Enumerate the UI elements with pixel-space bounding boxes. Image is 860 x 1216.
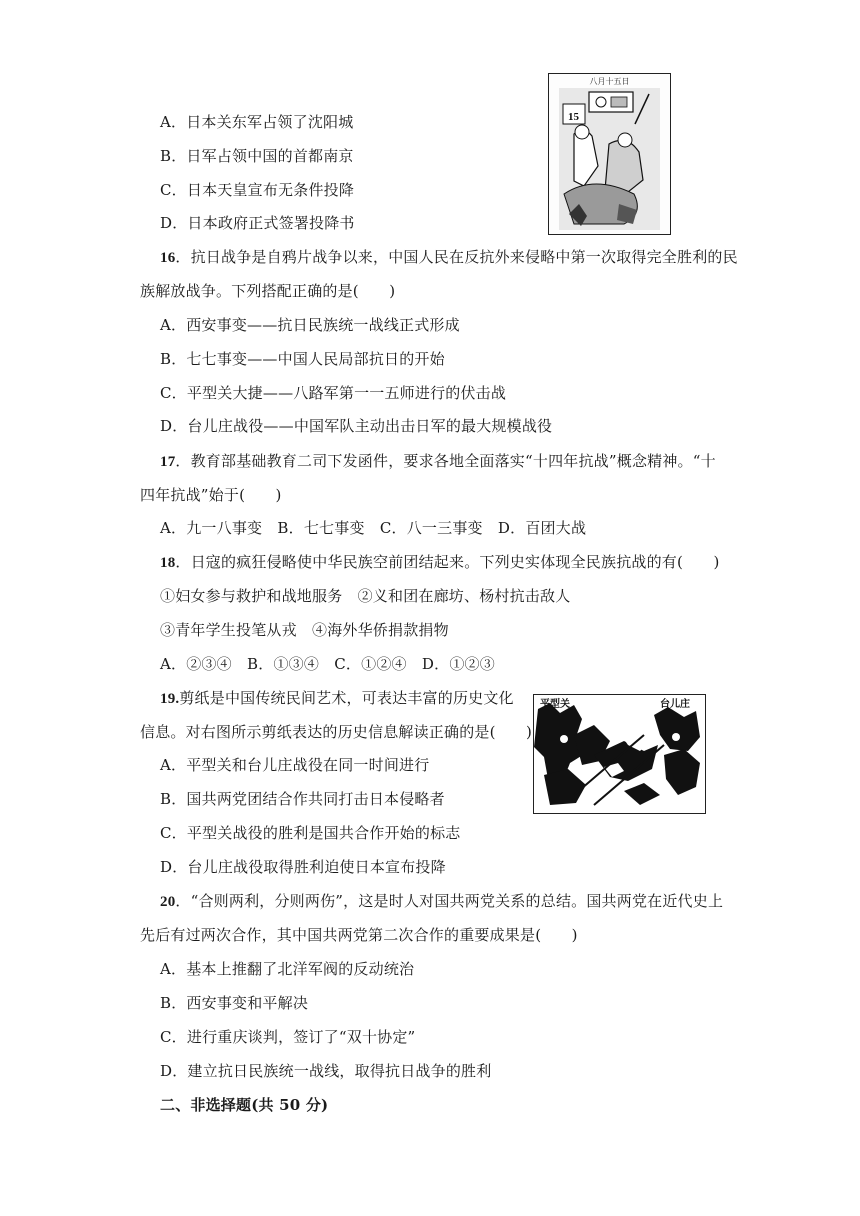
q19-option-a: A．平型关和台儿庄战役在同一时间进行 [160, 756, 430, 774]
papercut-label-left: 平型关 [540, 699, 570, 710]
q17-stem-line2: 四年抗战”始于( ) [140, 486, 282, 504]
q20-stem-line2: 先后有过两次合作，其中国共两党第二次合作的重要成果是( ) [140, 926, 578, 944]
q20-option-d: D．建立抗日民族统一战线，取得抗日战争的胜利 [160, 1062, 492, 1080]
q20-option-c: C．进行重庆谈判，签订了“双十协定” [160, 1028, 416, 1046]
question-number: 18 [160, 555, 176, 571]
q16-option-c: C．平型关大捷——八路军第一一五师进行的伏击战 [160, 384, 507, 402]
q16-stem-line2: 族解放战争。下列搭配正确的是( ) [140, 282, 396, 300]
q16-option-d: D．台儿庄战役——中国军队主动出击日军的最大规模战役 [160, 417, 553, 435]
q15-option-d: D．日本政府正式签署投降书 [160, 214, 355, 232]
papercut-image [533, 694, 706, 814]
q15-option-c: C．日本天皇宣布无条件投降 [160, 181, 355, 199]
q20-option-a: A．基本上推翻了北洋军阀的反动统治 [160, 960, 415, 978]
cartoon-drawing [549, 74, 670, 234]
q20-stem-text: ．“合则两利，分则两伤”，这是时人对国共两党关系的总结。国共两党在近代史上 [175, 892, 724, 910]
q19-option-c: C．平型关战役的胜利是国共合作开始的标志 [160, 824, 461, 842]
q20-stem-line1 [160, 891, 723, 912]
cartoon-caption: 八月十五日 [589, 77, 630, 86]
q18-stem-text: ．日寇的疯狂侵略使中华民族空前团结起来。下列史实体现全民族抗战的有( ) [175, 553, 720, 571]
q18-options: A．②③④ B．①③④ C．①②④ D．①②③ [160, 655, 495, 673]
q17-options: A．九一八事变 B．七七事变 C．八一三事变 D．百团大战 [160, 519, 587, 537]
q18-items-line1: ①妇女参与救护和战地服务 ②义和团在廊坊、杨村抗击敌人 [160, 587, 571, 605]
papercut-label-right: 台儿庄 [660, 699, 690, 710]
calendar-number: 15 [568, 111, 579, 123]
question-number: 17 [160, 454, 176, 470]
q16-option-b: B．七七事变——中国人民局部抗日的开始 [160, 350, 445, 368]
q15-option-a: A．日本关东军占领了沈阳城 [160, 113, 354, 131]
august-15-cartoon [548, 73, 671, 235]
q17-stem-text: ．教育部基础教育二司下发函件，要求各地全面落实“十四年抗战”概念精神。“十 [175, 452, 716, 470]
q17-stem-line1 [160, 451, 716, 472]
q16-option-a: A．西安事变——抗日民族统一战线正式形成 [160, 316, 460, 334]
q19-stem-text: 剪纸是中国传统民间艺术，可表达丰富的历史文化 [179, 689, 514, 707]
question-number: 19. [160, 691, 180, 707]
q16-stem-text: ．抗日战争是自鸦片战争以来，中国人民在反抗外来侵略中第一次取得完全胜利的民 [175, 248, 738, 266]
q16-stem-line1 [160, 247, 738, 268]
section-heading: 二、非选择题(共 50 分) [160, 1096, 329, 1114]
q15-option-b: B．日军占领中国的首都南京 [160, 147, 354, 165]
q18-items-line2: ③青年学生投笔从戎 ④海外华侨捐款捐物 [160, 621, 449, 639]
question-number: 20 [160, 894, 176, 910]
q19-stem-line2: 信息。对右图所示剪纸表达的历史信息解读正确的是( ) [140, 723, 533, 741]
q19-stem-line1 [160, 688, 514, 709]
question-number: 16 [160, 250, 176, 266]
q19-option-d: D．台儿庄战役取得胜利迫使日本宣布投降 [160, 858, 446, 876]
papercut-drawing [534, 695, 705, 813]
q19-option-b: B．国共两党团结合作共同打击日本侵略者 [160, 790, 445, 808]
q18-stem [160, 552, 720, 573]
q20-option-b: B．西安事变和平解决 [160, 994, 309, 1012]
